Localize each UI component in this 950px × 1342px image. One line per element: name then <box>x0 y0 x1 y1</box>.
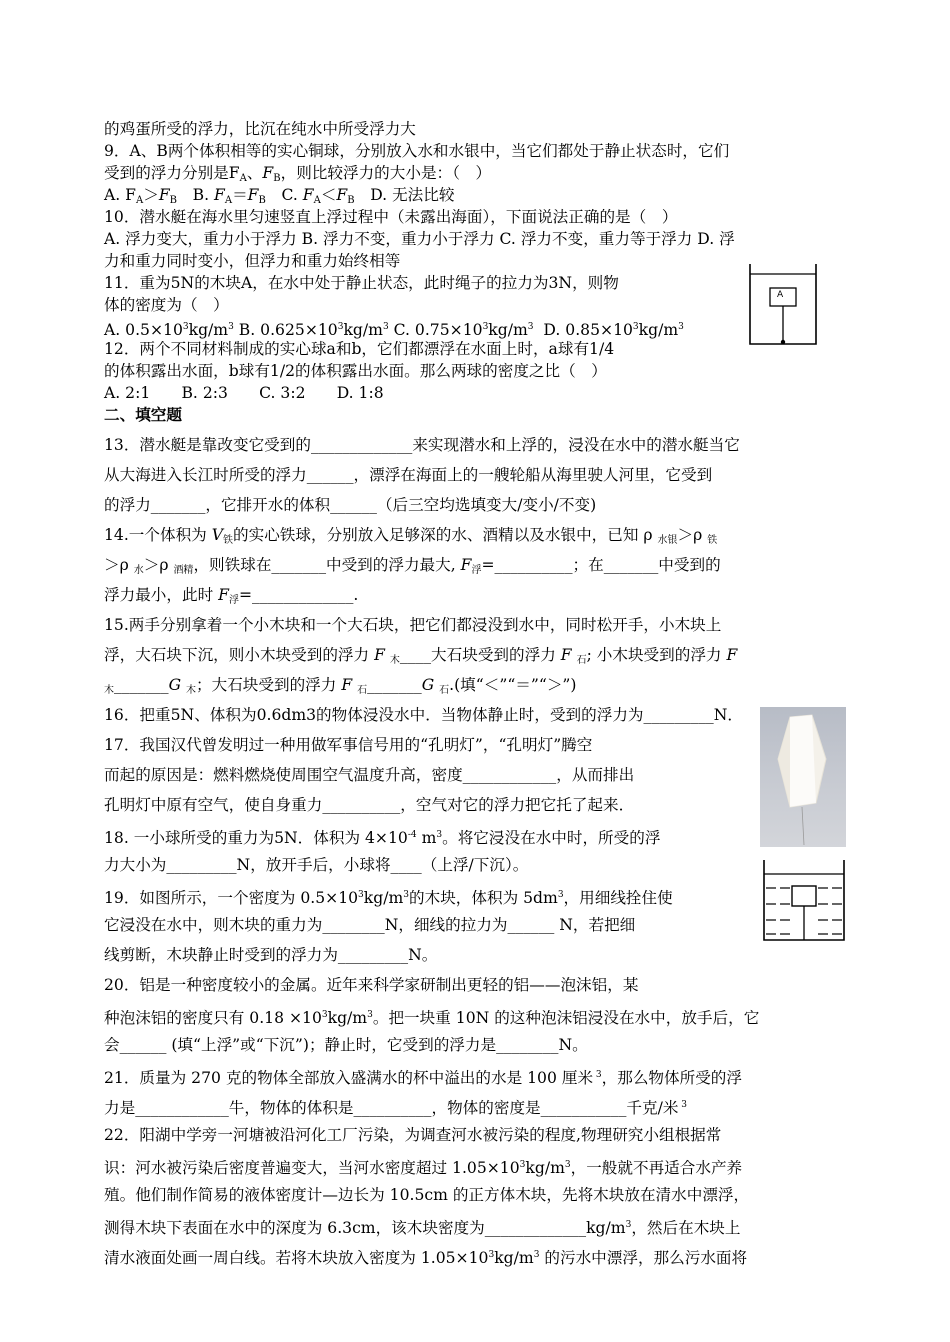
question-19: 19．如图所示，一个密度为 $0.5\times 10^3kg/m^3$的木块，体积为 $5dm^3$，用细线拴住使 <box>104 889 673 907</box>
question-9: 9．A、B两个体积相等的实心铜球，分别放入水和水银中，当它们都处于静止状态时，它们 <box>104 142 730 160</box>
text-line: 的鸡蛋所受的浮力，比沉在纯水中所受浮力大 <box>104 120 416 138</box>
text-line: 识：河水被污染后密度普遍变大，当河水密度超过 $1.05\times 10^3kg/m^3$，一般就不再适合水产养 <box>104 1159 743 1177</box>
text-line: 它浸没在水中，则木块的重力为________N，细线的拉力为______ N，若把细 <box>104 916 636 934</box>
text-line: 浮，大石块下沉，则小木块受到的浮力 F $_木$____大石块受到的浮力 F $_石$; 小木块受到的浮力 F <box>104 646 738 666</box>
question-17: 17．我国汉代曾发明过一种用做军事信号用的“孔明灯”，“孔明灯”腾空 <box>104 736 593 754</box>
question-14: 14.一个体积为 $V_铁$的实心铁球，分别放入足够深的水、酒精以及水银中，已知 ρ $_{水银}$＞ρ $_铁$ <box>104 526 718 546</box>
text-line: 清水液面处画一周白线。若将木块放入密度为 $1.05\times 10^3kg/m^3$ 的污水中漂浮，那么污水面将 <box>104 1249 748 1267</box>
figure-block-in-water <box>748 262 820 348</box>
figure-label-A: A <box>777 290 784 300</box>
question-12: 12．两个不同材料制成的实心球a和b，它们都漂浮在水面上时，a球有1/4 <box>104 340 615 358</box>
question-11: 11．重为5N的木块A，在水中处于静止状态，此时绳子的拉力为3N，则物 <box>104 274 619 292</box>
question-10: 10．潜水艇在海水里匀速竖直上浮过程中（未露出海面），下面说法正确的是（ ） <box>104 208 678 226</box>
text-line: ＞ρ $_水$＞ρ $_{酒精}$，则铁球在_______中受到的浮力最大, $F_浮=\_\_\_\_\_\_\_\_\_\_$；在_______中受到的 <box>104 556 721 576</box>
text-line: 而起的原因是：燃料燃烧使周围空气温度升高，密度____________，从而排出 <box>104 766 635 784</box>
question-12-options: A. 2:1 B. 2:3 C. 3:2 D. 1:8 <box>104 384 384 402</box>
section-heading: 二、填空题 <box>104 405 182 424</box>
text-line: 受到的浮力分别是$F_A$、$F_B$，则比较浮力的大小是：（ ） <box>104 164 492 184</box>
text-line: 力和重力同时变小，但浮力和重力始终相等 <box>104 252 401 270</box>
text-line: 会______ (填“上浮”或“下沉”)；静止时，它受到的浮力是________N。 <box>104 1036 588 1054</box>
text-line: 从大海进入长江时所受的浮力______，漂浮在海面上的一艘轮船从海里驶人河里，它受到 <box>104 466 713 484</box>
text-line: $_木$_______G $_木$；大石块受到的浮力 F $_石$_______G $_石$.(填“＜”“＝”“＞”) <box>104 676 577 696</box>
kongming-lantern-photo <box>760 707 846 847</box>
text-line: 体的密度为（ ） <box>104 296 229 314</box>
question-15: 15.两手分别拿着一个小木块和一个大石块，把它们都浸没到水中，同时松开手，小木块上 <box>104 616 722 634</box>
question-21: 21．质量为 270 克的物体全部放入盛满水的杯中溢出的水是 100 厘米 $^3$，那么物体所受的浮 <box>104 1069 742 1087</box>
text-line: 的浮力_______，它排开水的体积______（后三空均选填变大/变小/不变) <box>104 496 597 514</box>
question-18: 18. 一小球所受的重力为5N．体积为 $4\times 10^{-4}$ $m^3$。将它浸没在水中时，所受的浮 <box>104 829 661 847</box>
question-13: 13．潜水艇是靠改变它受到的_____________来实现潜水和上浮的，浸没在水中的潜水艇当它 <box>104 436 740 454</box>
text-line: 殖。他们制作简易的液体密度计—边长为 10.5cm 的正方体木块，先将木块放在清水中漂浮， <box>104 1186 750 1204</box>
text-line: 孔明灯中原有空气，使自身重力__________，空气对它的浮力把它托了起来． <box>104 796 635 814</box>
text-line: 力是____________牛，物体的体积是__________，物体的密度是___________千克/米 $^3$ <box>104 1099 688 1117</box>
text-line: 测得木块下表面在水中的深度为 6.3cm，该木块密度为$\_\_\_\_\_\_\_\_\_\_\_\_\_kg/m^3$，然后在木块上 <box>104 1219 741 1237</box>
question-11-options: A. $0.5\times 10^3kg/m^3$ B. $0.625\times 10^3kg/m^3$ C. $0.75\times 10^3kg/m^3$ D. $0.85\times 10^3kg/m^3$ <box>104 321 684 339</box>
text-line: 线剪断，木块静止时受到的浮力为_________N。 <box>104 946 438 964</box>
question-16: 16．把重5N、体积为0.6dm3的物体浸没水中．当物体静止时，受到的浮力为_________N． <box>104 706 743 724</box>
text-line: 力大小为_________N，放开手后，小球将____（上浮/下沉）。 <box>104 856 529 874</box>
question-22: 22．阳湖中学旁一河塘被沿河化工厂污染，为调查河水被污染的程度,物理研究小组根据常 <box>104 1126 722 1144</box>
text-line: 种泡沫铝的密度只有 $0.18 \times 10^3kg/m^3$。把一块重 10N 的这种泡沫铝浸没在水中，放手后，它 <box>104 1009 760 1027</box>
text-line: 浮力最小，此时 $F_浮=\_\_\_\_\_\_\_\_\_\_\_\_\_$. <box>104 586 359 606</box>
question-10-options: A. 浮力变大，重力小于浮力 B. 浮力不变，重力小于浮力 C. 浮力不变，重力等于浮力 D. 浮 <box>104 230 735 248</box>
figure-block-tied-in-water <box>762 858 846 942</box>
text-line: 的体积露出水面，b球有1/2的体积露出水面。那么两球的密度之比（ ） <box>104 362 607 380</box>
question-9-options: A. $F_A>F_B$ B. $F_A=F_B$ C. $F_A<F_B$ D. 无法比较 <box>104 186 455 206</box>
question-20: 20．铝是一种密度较小的金属。近年来科学家研制出更轻的铝——泡沫铝，某 <box>104 976 639 994</box>
